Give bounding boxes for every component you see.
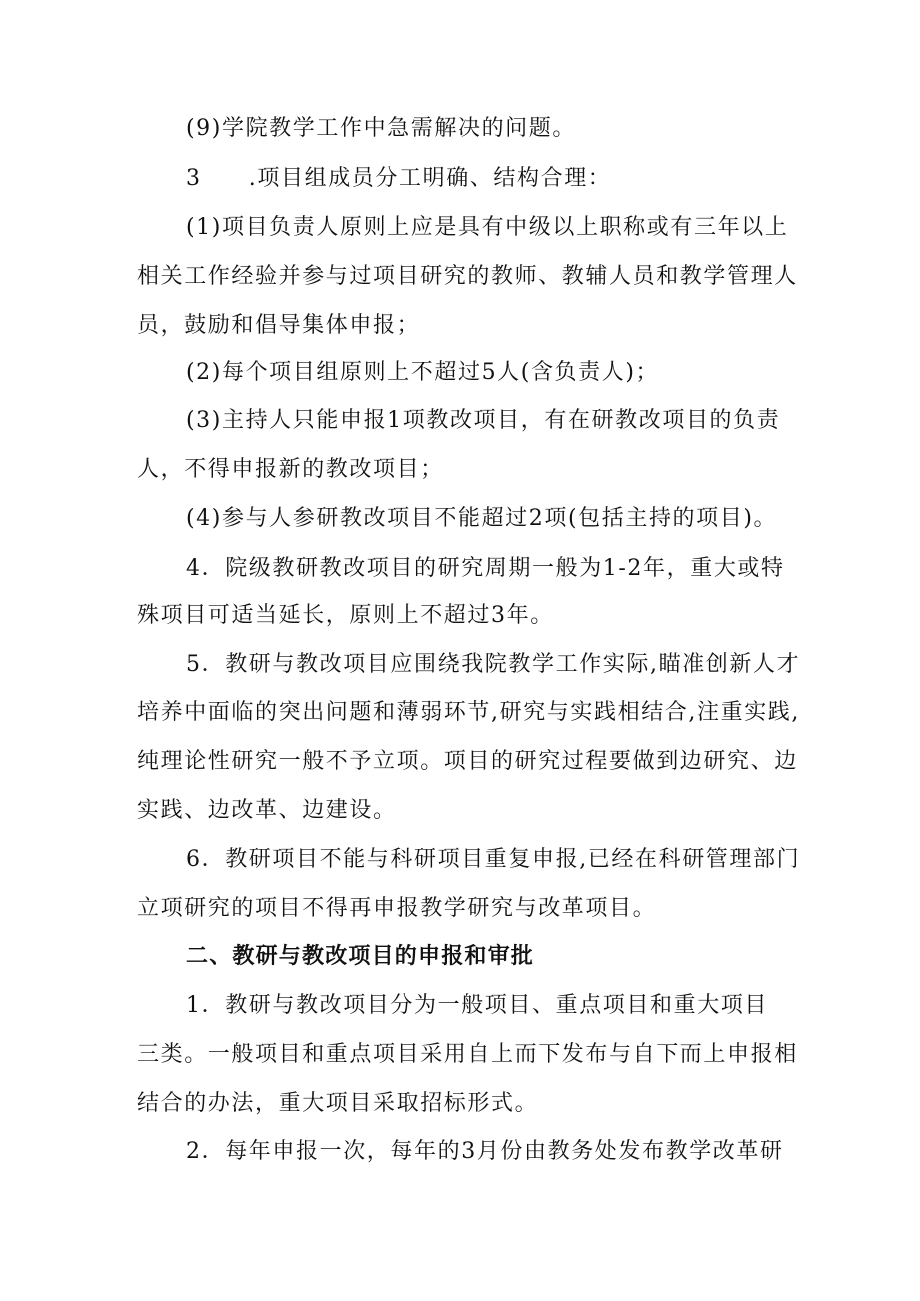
text-line: 6．教研项目不能与科研项目重复申报,已经在科研管理部门	[186, 847, 801, 872]
text-line: 1．教研与教改项目分为一般项目、重点项目和重大项目	[186, 993, 768, 1018]
text-line: 员，鼓励和倡导集体申报；	[137, 313, 421, 338]
text-line: 培养中面临的突出问题和薄弱环节,研究与实践相结合,注重实践,	[137, 700, 800, 725]
text-line: 立项研究的项目不得再申报教学研究与改革项目。	[137, 896, 657, 921]
text-line: 3 .项目组成员分工明确、结构合理：	[186, 166, 612, 191]
text-line: 纯理论性研究一般不予立项。项目的研究过程要做到边研究、边	[137, 749, 798, 774]
section-heading: 二、教研与教改项目的申报和审批	[186, 944, 535, 969]
text-line: (9)学院教学工作中急需解决的问题。	[186, 116, 576, 141]
text-line: 5．教研与教改项目应围绕我院教学工作实际,瞄准创新人才	[186, 652, 801, 677]
text-line: 4．院级教研教改项目的研究周期一般为1-2年，重大或特	[186, 556, 785, 581]
text-line: 结合的办法，重大项目采取招标形式。	[137, 1091, 539, 1116]
text-line: (2)每个项目组原则上不超过5人(含负责人)；	[186, 360, 660, 385]
text-line: 相关工作经验并参与过项目研究的教师、教辅人员和教学管理人	[137, 264, 798, 289]
text-line: 实践、边改革、边建设。	[137, 798, 397, 823]
text-line: 2．每年申报一次，每年的3月份由教务处发布教学改革研	[186, 1139, 784, 1164]
text-line: 人，不得申报新的教改项目；	[137, 457, 444, 482]
text-line: (1)项目负责人原则上应是具有中级以上职称或有三年以上	[186, 215, 789, 240]
text-line: (3)主持人只能申报1项教改项目，有在研教改项目的负责	[186, 408, 781, 433]
text-line: 殊项目可适当延长，原则上不超过3年。	[137, 603, 554, 628]
text-line: (4)参与人参研教改项目不能超过2项(包括主持的项目)。	[186, 506, 778, 531]
text-line: 三类。一般项目和重点项目采用自上而下发布与自下而上申报相	[137, 1042, 798, 1067]
